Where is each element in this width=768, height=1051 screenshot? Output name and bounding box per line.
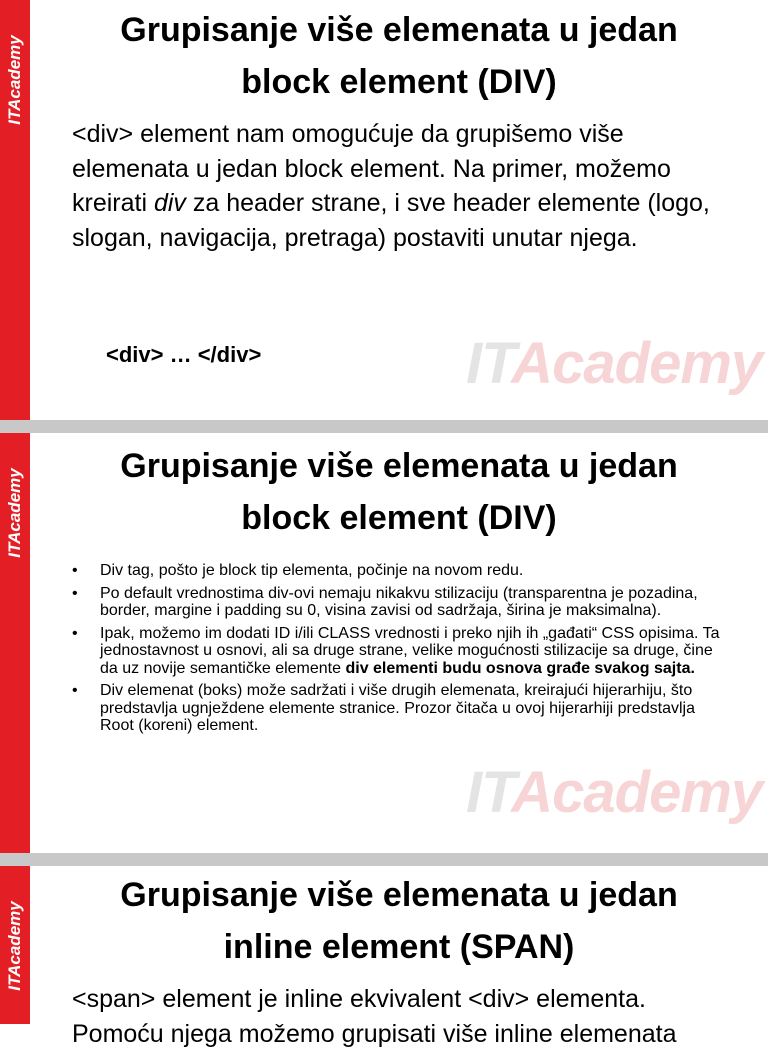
itacademy-watermark: [466, 330, 762, 397]
watermark-academy: Academy: [511, 760, 762, 825]
slide-divider: [0, 420, 768, 433]
slide-div-block-intro: [0, 0, 768, 420]
watermark-academy: Academy: [511, 331, 762, 396]
slide-divider: [0, 853, 768, 866]
body-line-2: Pomoću njega možemo grupisati više inline elemenata: [72, 1017, 742, 1051]
slide-span-inline: [0, 866, 768, 1024]
side-brand-logo-text: ITAcademy: [5, 901, 25, 990]
bullet-item: [72, 682, 732, 735]
bullet-text: Div elemenat (boks) može sadržati i više drugih elemenata, kreirajući hijerarhiju, što predstavlja ugnježdene elemente stranice. Prozor čitača u ovoj hijerarhiji predstavlja Root (koreni) element.: [100, 682, 695, 734]
body-text-part-1: element nam omogućuje da grupišemo više elemenata u jedan block element. Na primer, možemo kreirati: [72, 120, 671, 217]
slide-div-block-details: [0, 433, 768, 853]
bullet-bold-text: div elementi budu osnova građe svakog sajta.: [345, 660, 694, 677]
slide-title-line-1: Grupisanje više elemenata u jedan: [30, 869, 768, 921]
slide-title-line-2: block element (DIV): [30, 492, 768, 544]
bullet-item: [72, 562, 732, 580]
slide-title: [30, 869, 768, 973]
body-tag-text: <div>: [72, 120, 133, 148]
slide-body-paragraph: [72, 982, 742, 1051]
body-text-part-2: za header strane, i sve header elemente (logo, slogan, navigacija, pretraga) postaviti unutar njega.: [72, 189, 710, 252]
bullet-list: [72, 562, 732, 740]
body-line-1: <span> element je inline ekvivalent <div> elementa.: [72, 982, 742, 1017]
slide-title-line-2: inline element (SPAN): [30, 921, 768, 973]
watermark-it: IT: [466, 760, 511, 825]
bullet-text: Ipak, možemo im dodati ID i/ili CLASS vrednosti i preko njih ih „gađati“ CSS opisima. Ta jednostavnost u osnovi, ali sa druge strane, velike mogućnosti stilizacije sa druge, čine da uz novije semantičke elemente: [100, 625, 720, 677]
slide-title-line-1: Grupisanje više elemenata u jedan: [30, 4, 768, 56]
slide-title: [30, 440, 768, 544]
slide-title-line-2: block element (DIV): [30, 56, 768, 108]
slide-title: [30, 4, 768, 108]
bullet-item: [72, 625, 732, 678]
slide-title-line-1: Grupisanje više elemenata u jedan: [30, 440, 768, 492]
side-brand-logo-text: ITAcademy: [5, 35, 25, 124]
side-brand-logo-text: ITAcademy: [5, 468, 25, 557]
itacademy-watermark: [466, 759, 762, 826]
slide-body-paragraph: [72, 117, 742, 255]
body-italic-div: div: [154, 189, 186, 217]
bullet-text: Po default vrednostima div-ovi nemaju nikakvu stilizaciju (transparentna je pozadina, border, margine i padding su 0, visina zavisi od sadržaja, širina je maksimalna).: [100, 585, 698, 620]
watermark-it: IT: [466, 331, 511, 396]
bullet-text: Div tag, pošto je block tip elementa, počinje na novom redu.: [100, 562, 523, 579]
bullet-item: [72, 585, 732, 620]
code-example: <div> … </div>: [106, 342, 261, 368]
